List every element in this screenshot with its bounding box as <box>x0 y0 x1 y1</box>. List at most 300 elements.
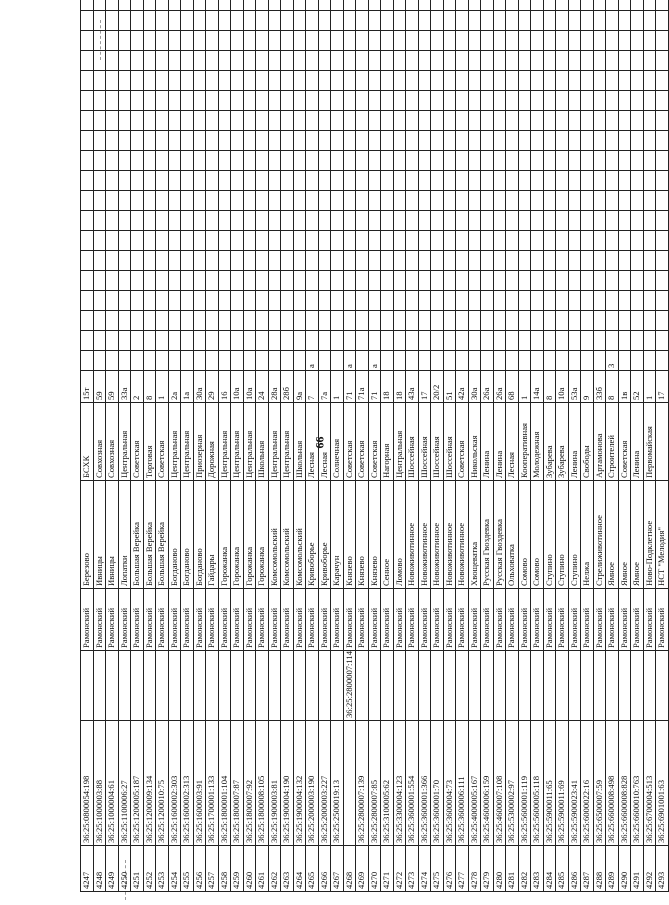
empty-cell <box>431 271 444 291</box>
empty-cell <box>481 111 494 131</box>
empty-cell <box>156 311 169 331</box>
empty-cell <box>618 311 631 331</box>
empty-cell <box>431 71 444 91</box>
table-row <box>568 0 581 892</box>
empty-cell <box>606 191 619 211</box>
locality: Новоживотинное <box>406 481 419 589</box>
locality: Горожанка <box>243 481 256 589</box>
row-number: 4268 <box>343 846 356 892</box>
empty-cell <box>481 0 494 11</box>
empty-cell <box>368 211 381 231</box>
empty-cell <box>231 131 244 151</box>
house-number: 1 <box>331 371 344 403</box>
table-row <box>481 0 494 892</box>
empty-cell <box>631 251 644 271</box>
empty-cell <box>556 191 569 211</box>
empty-cell <box>193 331 206 351</box>
empty-cell <box>331 71 344 91</box>
district: Рамонский <box>356 589 369 651</box>
cadastral-number-alt <box>431 651 444 721</box>
street: Центральная <box>118 403 131 481</box>
extra-mark <box>218 351 231 371</box>
empty-cell <box>281 171 294 191</box>
empty-cell <box>168 211 181 231</box>
empty-cell <box>543 71 556 91</box>
locality: Горожанка <box>256 481 269 589</box>
empty-cell <box>93 91 106 111</box>
empty-cell <box>593 231 606 251</box>
empty-cell <box>568 331 581 351</box>
empty-cell <box>543 51 556 71</box>
empty-cell <box>393 31 406 51</box>
empty-cell <box>456 31 469 51</box>
row-number: 4274 <box>418 846 431 892</box>
empty-cell <box>418 91 431 111</box>
street: Центральная <box>243 403 256 481</box>
empty-cell <box>643 151 656 171</box>
empty-cell <box>481 131 494 151</box>
empty-cell <box>193 0 206 11</box>
empty-cell <box>268 191 281 211</box>
empty-cell <box>481 211 494 231</box>
empty-cell <box>531 191 544 211</box>
empty-cell <box>281 0 294 11</box>
empty-cell <box>468 0 481 11</box>
empty-cell <box>381 51 394 71</box>
empty-cell <box>193 231 206 251</box>
empty-cell <box>581 111 594 131</box>
empty-cell <box>256 271 269 291</box>
empty-cell <box>593 211 606 231</box>
empty-cell <box>131 331 144 351</box>
locality: Ивницы <box>93 481 106 589</box>
table-row <box>468 0 481 892</box>
street: Центральная <box>393 403 406 481</box>
cadastral-number: 36:25:6600008:828 <box>618 721 631 846</box>
empty-cell <box>443 51 456 71</box>
cadastral-number-alt <box>506 651 519 721</box>
empty-cell <box>256 51 269 71</box>
empty-cell <box>343 311 356 331</box>
empty-cell <box>331 211 344 231</box>
house-number: 26а <box>493 371 506 403</box>
empty-cell <box>168 0 181 11</box>
cadastral-number: 36:25:5600005:118 <box>531 721 544 846</box>
empty-cell <box>293 31 306 51</box>
empty-cell <box>106 11 119 31</box>
empty-cell <box>368 111 381 131</box>
table-row <box>118 0 131 892</box>
empty-cell <box>406 291 419 311</box>
empty-cell <box>531 171 544 191</box>
empty-cell <box>631 11 644 31</box>
empty-cell <box>206 191 219 211</box>
empty-cell <box>256 331 269 351</box>
empty-cell <box>531 251 544 271</box>
empty-cell <box>443 211 456 231</box>
empty-cell <box>543 171 556 191</box>
empty-cell <box>93 51 106 71</box>
empty-cell <box>218 51 231 71</box>
empty-cell <box>506 271 519 291</box>
locality: Ступино <box>543 481 556 589</box>
street: Ленина <box>493 403 506 481</box>
empty-cell <box>418 131 431 151</box>
empty-cell <box>168 91 181 111</box>
empty-cell <box>456 71 469 91</box>
row-number: 4248 <box>93 846 106 892</box>
extra-mark <box>243 351 256 371</box>
empty-cell <box>93 271 106 291</box>
empty-cell <box>618 51 631 71</box>
empty-cell <box>218 171 231 191</box>
empty-cell <box>131 91 144 111</box>
row-number: 4278 <box>468 846 481 892</box>
empty-cell <box>156 11 169 31</box>
empty-cell <box>356 331 369 351</box>
empty-cell <box>268 91 281 111</box>
cadastral-number-alt <box>468 651 481 721</box>
empty-cell <box>518 251 531 271</box>
empty-cell <box>606 151 619 171</box>
house-number: 42а <box>456 371 469 403</box>
empty-cell <box>131 31 144 51</box>
empty-cell <box>181 291 194 311</box>
empty-cell <box>318 311 331 331</box>
empty-cell <box>456 91 469 111</box>
empty-cell <box>468 191 481 211</box>
street: Центральная <box>231 403 244 481</box>
house-number: 2а <box>168 371 181 403</box>
empty-cell <box>506 311 519 331</box>
empty-cell <box>381 311 394 331</box>
house-number: 1 <box>643 371 656 403</box>
empty-cell <box>631 311 644 331</box>
empty-cell <box>231 331 244 351</box>
empty-cell <box>618 211 631 231</box>
empty-cell <box>106 311 119 331</box>
house-number: 17 <box>418 371 431 403</box>
empty-cell <box>206 151 219 171</box>
street: Советская <box>343 403 356 481</box>
empty-cell <box>568 51 581 71</box>
locality: Ямное <box>618 481 631 589</box>
empty-cell <box>531 71 544 91</box>
empty-cell <box>156 111 169 131</box>
extra-mark <box>81 351 94 371</box>
empty-cell <box>418 71 431 91</box>
empty-cell <box>593 271 606 291</box>
empty-cell <box>218 211 231 231</box>
empty-cell <box>168 191 181 211</box>
empty-cell <box>106 251 119 271</box>
street: Советская <box>356 403 369 481</box>
table-row <box>518 0 531 892</box>
house-number: 43а <box>406 371 419 403</box>
empty-cell <box>356 0 369 11</box>
empty-cell <box>531 111 544 131</box>
empty-cell <box>356 231 369 251</box>
empty-cell <box>306 111 319 131</box>
empty-cell <box>243 11 256 31</box>
empty-cell <box>218 291 231 311</box>
empty-cell <box>306 0 319 11</box>
empty-cell <box>343 51 356 71</box>
empty-cell <box>556 0 569 11</box>
row-number: 4291 <box>631 846 644 892</box>
empty-cell <box>656 151 669 171</box>
empty-cell <box>568 191 581 211</box>
empty-cell <box>606 0 619 11</box>
empty-cell <box>581 71 594 91</box>
cadastral-number-alt <box>393 651 406 721</box>
empty-cell <box>218 331 231 351</box>
empty-cell <box>456 171 469 191</box>
row-number: 4256 <box>193 846 206 892</box>
cadastral-number: 36:25:4600006:159 <box>481 721 494 846</box>
empty-cell <box>393 151 406 171</box>
empty-cell <box>518 331 531 351</box>
extra-mark <box>393 351 406 371</box>
empty-cell <box>381 251 394 271</box>
empty-cell <box>231 31 244 51</box>
empty-cell <box>631 91 644 111</box>
empty-cell <box>468 271 481 291</box>
empty-cell <box>406 231 419 251</box>
empty-cell <box>393 71 406 91</box>
empty-cell <box>506 111 519 131</box>
empty-cell <box>443 71 456 91</box>
empty-cell <box>443 0 456 11</box>
empty-cell <box>256 0 269 11</box>
cadastral-number-alt <box>518 651 531 721</box>
district: Рамонский <box>618 589 631 651</box>
house-number: 71а <box>356 371 369 403</box>
empty-cell <box>181 111 194 131</box>
empty-cell <box>93 211 106 231</box>
empty-cell <box>368 151 381 171</box>
district: Рамонский <box>393 589 406 651</box>
empty-cell <box>381 131 394 151</box>
empty-cell <box>131 211 144 231</box>
empty-cell <box>306 291 319 311</box>
empty-cell <box>618 151 631 171</box>
empty-cell <box>193 171 206 191</box>
empty-cell <box>618 331 631 351</box>
cadastral-number-alt <box>318 651 331 721</box>
empty-cell <box>318 31 331 51</box>
row-number: 4267 <box>331 846 344 892</box>
empty-cell <box>593 31 606 51</box>
empty-cell <box>218 131 231 151</box>
empty-cell <box>443 31 456 51</box>
cadastral-number-alt <box>456 651 469 721</box>
empty-cell <box>468 11 481 31</box>
empty-cell <box>318 271 331 291</box>
row-number: 4281 <box>506 846 519 892</box>
empty-cell <box>393 251 406 271</box>
locality: Комсомольский <box>281 481 294 589</box>
empty-cell <box>306 71 319 91</box>
locality: Лопатки <box>118 481 131 589</box>
empty-cell <box>493 51 506 71</box>
empty-cell <box>618 31 631 51</box>
empty-cell <box>281 271 294 291</box>
empty-cell <box>243 51 256 71</box>
extra-mark <box>193 351 206 371</box>
street: Ленина <box>481 403 494 481</box>
empty-cell <box>593 311 606 331</box>
empty-cell <box>518 271 531 291</box>
empty-cell <box>556 271 569 291</box>
empty-cell <box>531 0 544 11</box>
cadastral-number-alt <box>256 651 269 721</box>
empty-cell <box>618 11 631 31</box>
empty-cell <box>643 331 656 351</box>
empty-cell <box>531 311 544 331</box>
row-number: 4260 <box>243 846 256 892</box>
cadastral-number-alt <box>631 651 644 721</box>
locality: Нелжа <box>581 481 594 589</box>
extra-mark <box>106 351 119 371</box>
empty-cell <box>631 231 644 251</box>
empty-cell <box>368 271 381 291</box>
extra-mark <box>581 351 594 371</box>
empty-cell <box>281 291 294 311</box>
empty-cell <box>206 171 219 191</box>
locality: Кривоборье <box>306 481 319 589</box>
empty-cell <box>93 151 106 171</box>
extra-mark <box>181 351 194 371</box>
table-row <box>168 0 181 892</box>
empty-cell <box>393 311 406 331</box>
empty-cell <box>206 131 219 151</box>
extra-mark <box>93 351 106 371</box>
empty-cell <box>406 271 419 291</box>
street: Школьная <box>293 403 306 481</box>
empty-cell <box>431 91 444 111</box>
empty-cell <box>281 311 294 331</box>
empty-cell <box>656 331 669 351</box>
street: Советская <box>156 403 169 481</box>
empty-cell <box>406 191 419 211</box>
empty-cell <box>143 171 156 191</box>
street: Приозерная <box>193 403 206 481</box>
empty-cell <box>256 31 269 51</box>
row-number: 4269 <box>356 846 369 892</box>
house-number: 1а <box>181 371 194 403</box>
empty-cell <box>256 211 269 231</box>
empty-cell <box>81 11 94 31</box>
empty-cell <box>343 0 356 11</box>
empty-cell <box>243 251 256 271</box>
empty-cell <box>143 31 156 51</box>
empty-cell <box>643 11 656 31</box>
empty-cell <box>481 251 494 271</box>
cadastral-number: 36:25:1900004:132 <box>293 721 306 846</box>
house-number: 28а <box>268 371 281 403</box>
table-row <box>81 0 94 892</box>
cadastral-number-alt <box>593 651 606 721</box>
empty-cell <box>331 11 344 31</box>
empty-cell <box>143 271 156 291</box>
empty-cell <box>593 111 606 131</box>
empty-cell <box>443 151 456 171</box>
extra-mark <box>518 351 531 371</box>
empty-cell <box>368 311 381 331</box>
empty-cell <box>381 31 394 51</box>
empty-cell <box>468 311 481 331</box>
empty-cell <box>493 171 506 191</box>
empty-cell <box>356 51 369 71</box>
empty-cell <box>106 51 119 71</box>
empty-cell <box>618 111 631 131</box>
empty-cell <box>418 31 431 51</box>
street: Лесная <box>306 403 319 481</box>
empty-cell <box>581 0 594 11</box>
empty-cell <box>168 131 181 151</box>
empty-cell <box>318 291 331 311</box>
empty-cell <box>406 331 419 351</box>
cadastral-number-alt <box>231 651 244 721</box>
empty-cell <box>243 291 256 311</box>
empty-cell <box>81 311 94 331</box>
street: Лесная <box>506 403 519 481</box>
district: Рамонский <box>218 589 231 651</box>
empty-cell <box>606 311 619 331</box>
empty-cell <box>656 111 669 131</box>
house-number: 2 <box>131 371 144 403</box>
district: Рамонский <box>381 589 394 651</box>
empty-cell <box>506 0 519 11</box>
locality: Карачун <box>331 481 344 589</box>
cadastral-number: 36:25:1600002:313 <box>181 721 194 846</box>
empty-cell <box>518 231 531 251</box>
empty-cell <box>156 91 169 111</box>
street: Дорожная <box>206 403 219 481</box>
house-number: 24 <box>256 371 269 403</box>
empty-cell <box>493 111 506 131</box>
locality: Ольховатка <box>506 481 519 589</box>
street: Торговая <box>143 403 156 481</box>
empty-cell <box>468 171 481 191</box>
empty-cell <box>543 331 556 351</box>
empty-cell <box>281 131 294 151</box>
empty-cell <box>118 151 131 171</box>
row-number: 4289 <box>606 846 619 892</box>
house-number: 71 <box>343 371 356 403</box>
empty-cell <box>593 91 606 111</box>
empty-cell <box>481 271 494 291</box>
empty-cell <box>631 131 644 151</box>
empty-cell <box>368 11 381 31</box>
empty-cell <box>443 251 456 271</box>
empty-cell <box>231 71 244 91</box>
empty-cell <box>443 191 456 211</box>
empty-cell <box>256 251 269 271</box>
empty-cell <box>456 331 469 351</box>
empty-cell <box>93 11 106 31</box>
empty-cell <box>256 191 269 211</box>
empty-cell <box>156 271 169 291</box>
empty-cell <box>518 211 531 231</box>
empty-cell <box>556 71 569 91</box>
empty-cell <box>143 211 156 231</box>
empty-cell <box>543 311 556 331</box>
empty-cell <box>231 111 244 131</box>
empty-cell <box>293 211 306 231</box>
cadastral-number: 36:25:3600001:70 <box>431 721 444 846</box>
